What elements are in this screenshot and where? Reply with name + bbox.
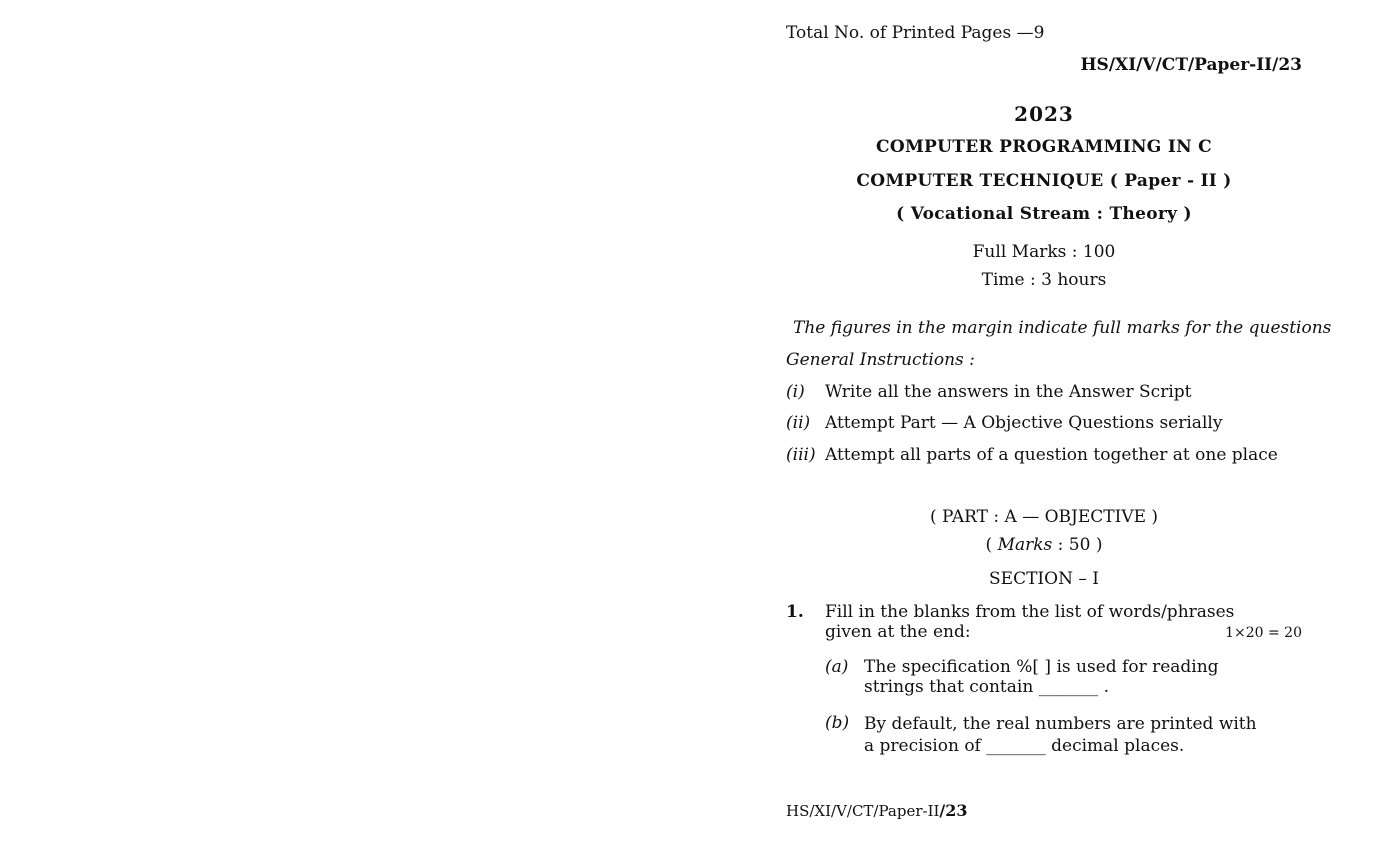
printed-pages-count: Total No. of Printed Pages —9 [786,23,1045,43]
paper-code-footer: HS/XI/V/CT/Paper-II/23 [786,801,968,820]
part-marks: ( Marks : 50 ) [985,535,1103,555]
sub-question-label: (a) [825,657,849,677]
sub-question-text: The specification %[ ] is used for reading strings that contain _______ . [864,657,1219,697]
instruction-number: (i) [786,382,805,402]
figures-note: The figures in the margin indicate full marks for the questions [793,318,1332,338]
exam-year: 2023 [1014,102,1074,126]
paper-title: COMPUTER TECHNIQUE ( Paper - II ) [856,171,1232,191]
question-number: 1. [786,602,804,622]
part-title: ( PART : A — OBJECTIVE ) [929,507,1159,527]
stream-title: ( Vocational Stream : Theory ) [896,204,1192,224]
sub-question-label: (b) [825,713,850,733]
instruction-number: (ii) [786,413,811,433]
time-allowed: Time : 3 hours [981,270,1107,290]
instruction-number: (iii) [786,445,816,465]
instruction-text: Attempt Part — A Objective Questions serially [825,413,1223,433]
sub-question-text: By default, the real numbers are printed with a precision of _______ decimal places. [864,714,1257,756]
section-title: SECTION – I [989,569,1099,589]
instruction-text: Write all the answers in the Answer Script [825,382,1192,402]
question-text: Fill in the blanks from the list of words/phrases given at the end: [825,602,1235,642]
question-marks: 1×20 = 20 [1225,625,1302,641]
general-instructions-heading: General Instructions : [786,350,975,370]
exam-page [786,0,1332,850]
instruction-text: Attempt all parts of a question together at one place [825,445,1278,465]
subject-title: COMPUTER PROGRAMMING IN C [876,137,1212,157]
paper-code-top: HS/XI/V/CT/Paper-II/23 [1080,55,1302,75]
full-marks: Full Marks : 100 [972,242,1116,262]
